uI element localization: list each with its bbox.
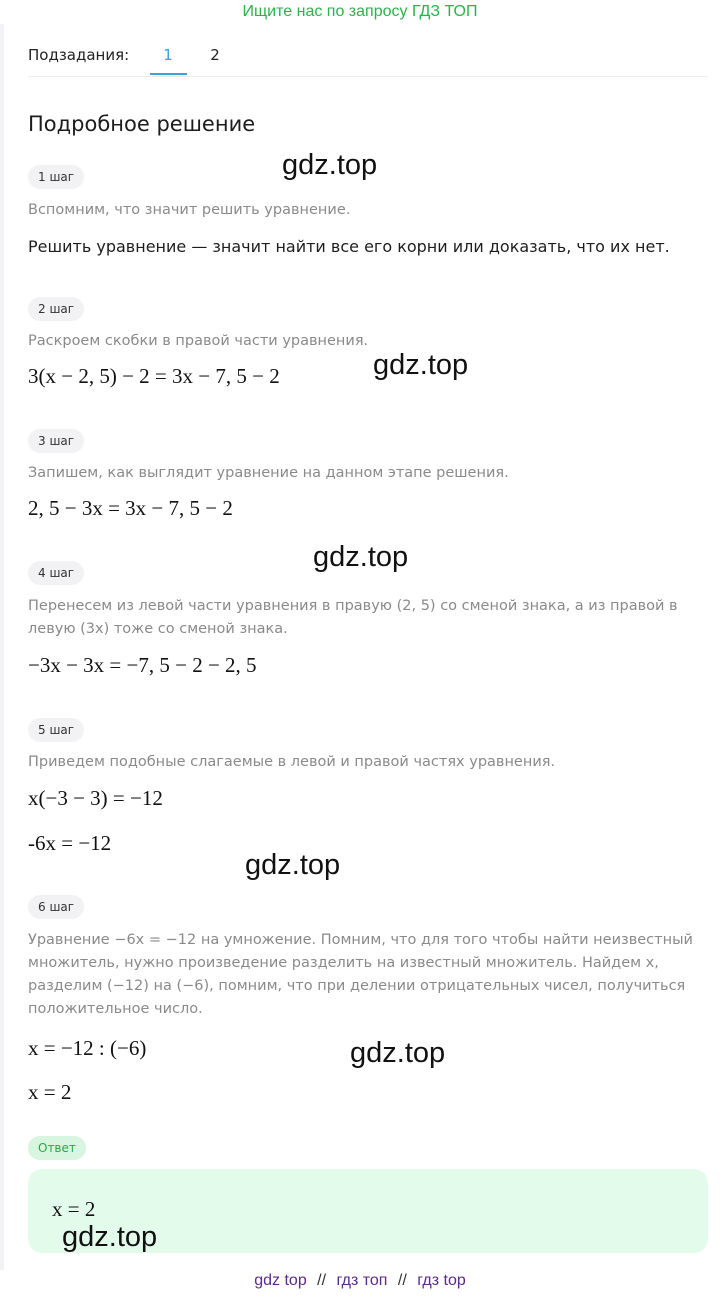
step-6-text: Уравнение −6x = −12 на умножение. Помним, что для того чтобы найти неизвестный множитель, нужно произведение разделить на известный множитель. Найдем x, разделим (−12) на (−6), помним, что при делении отрицательных чисел, получиться положительное число.: [28, 932, 693, 1017]
step-3-badge: 3 шаг: [28, 429, 84, 453]
bottom-link-1[interactable]: gdz top: [254, 1272, 307, 1289]
step-5-text: Приведем подобные слагаемые в левой и правой частях уравнения.: [28, 754, 556, 770]
step-6-formula-2: x = 2: [28, 1080, 72, 1104]
step-1-definition: Решить уравнение — значит найти все его корни или доказать, что их нет.: [28, 237, 670, 256]
step-4-text: Перенесем из левой части уравнения в правую (2, 5) со сменой знака, а из правой в левую (3x) тоже со сменой знака.: [28, 598, 678, 637]
subtasks-label: Подзадания:: [28, 46, 130, 64]
watermark: gdz.top: [245, 849, 341, 881]
watermark: gdz.top: [313, 541, 409, 573]
step-5-formula-1: x(−3 − 3) = −12: [28, 786, 163, 810]
step-4-badge: 4 шаг: [28, 561, 84, 585]
section-title: Подробное решение: [28, 112, 256, 136]
subtasks-bar: [28, 40, 708, 77]
step-6-formula-1: x = −12 : (−6): [28, 1036, 147, 1060]
active-tab-underline: [150, 73, 187, 75]
subtask-tab-2[interactable]: 2: [210, 46, 220, 64]
bottom-link-2[interactable]: гдз топ: [336, 1272, 388, 1289]
step-6-badge: 6 шаг: [28, 895, 84, 919]
step-3-text: Запишем, как выглядит уравнение на данном этапе решения.: [28, 465, 509, 481]
step-4-formula: −3x − 3x = −7, 5 − 2 − 2, 5: [28, 653, 257, 677]
watermark: gdz.top: [373, 349, 469, 381]
step-2-badge: 2 шаг: [28, 297, 84, 321]
bottom-link-3[interactable]: гдз top: [417, 1272, 466, 1289]
step-1-text: Вспомним, что значит решить уравнение.: [28, 202, 351, 218]
left-edge-strip: [0, 24, 4, 1270]
link-separator: //: [317, 1272, 327, 1289]
subtask-tab-1[interactable]: 1: [163, 46, 173, 64]
step-3-formula: 2, 5 − 3x = 3x − 7, 5 − 2: [28, 496, 233, 520]
answer-badge: Ответ: [28, 1136, 86, 1160]
link-separator: //: [397, 1272, 407, 1289]
bottom-links: [0, 1272, 720, 1290]
watermark: gdz.top: [350, 1037, 446, 1069]
answer-formula: x = 2: [52, 1197, 96, 1221]
watermark: gdz.top: [282, 149, 378, 181]
step-2-formula: 3(x − 2, 5) − 2 = 3x − 7, 5 − 2: [28, 364, 280, 388]
step-5-formula-2: -6x = −12: [28, 831, 112, 855]
step-5-badge: 5 шаг: [28, 718, 84, 742]
top-banner[interactable]: Ищите нас по запросу ГДЗ ТОП: [242, 3, 478, 20]
watermark: gdz.top: [62, 1221, 158, 1253]
step-2-text: Раскроем скобки в правой части уравнения.: [28, 333, 369, 349]
step-1-badge: 1 шаг: [28, 165, 84, 189]
